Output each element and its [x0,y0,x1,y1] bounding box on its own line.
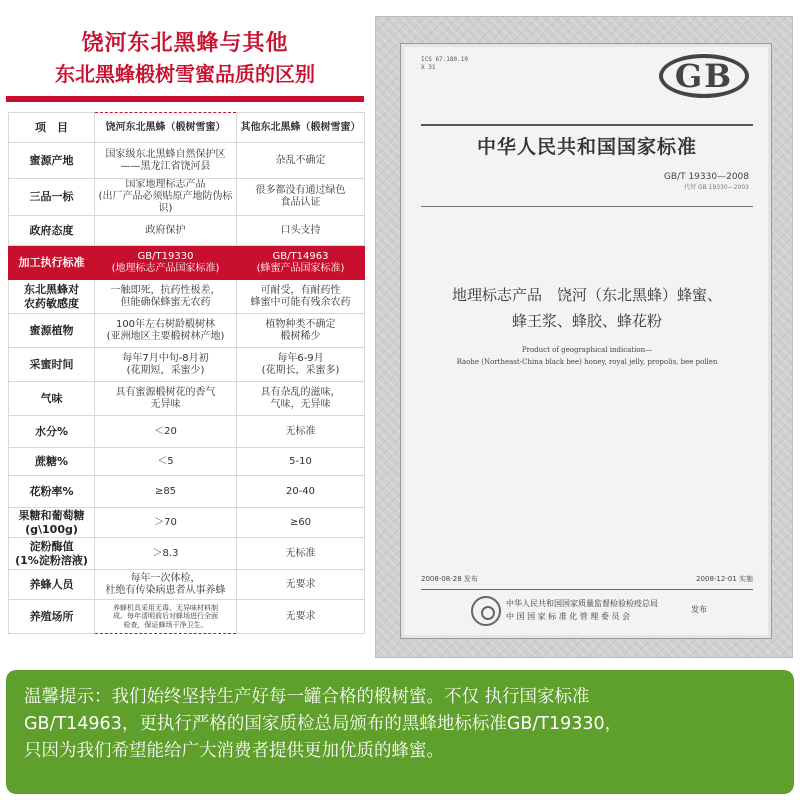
other-value: 很多都没有通过绿色 食品认证 [237,179,365,216]
row-label: 气味 [9,382,95,416]
page-subtitle: 东北黑蜂椴树雪蜜品质的区别 [55,62,315,86]
row-label: 养蜂人员 [9,570,95,600]
row-label: 水分% [9,416,95,448]
row-label: 蜜源植物 [9,314,95,348]
table-row [9,476,365,508]
raohe-value: 一触即死，抗药性极差， 但能确保蜂蜜无农药 [95,280,237,314]
tip-line: GB/T14963，更执行严格的国家质检总局颁布的黑蜂地标标准GB/T19330， [24,714,623,734]
other-value: 20-40 [237,476,365,508]
table-row [9,508,365,538]
other-value: 无要求 [237,600,365,634]
tip-line: 温馨提示：我们始终坚持生产好每一罐合格的椴树蜜。不仅 执行国家标准 [24,687,590,707]
table-row [9,246,365,280]
divider [421,206,753,207]
other-value: GB/T14963 (蜂蜜产品国家标准) [237,246,365,280]
comparison-table [8,112,365,634]
row-label: 果糖和葡萄糖 (g\100g) [9,508,95,538]
table-row [9,216,365,246]
other-value: 5-10 [237,448,365,476]
header-raohe: 饶河东北黑蜂（椴树雪蜜） [95,113,237,143]
row-label: 加工执行标准 [9,246,95,280]
row-label: 淀粉酶值 (1%淀粉溶液) [9,538,95,570]
table-row [9,538,365,570]
raohe-value: 每年7月中旬-8月初 (花期短，采蜜少) [95,348,237,382]
raohe-value: 国家级东北黑蜂自然保护区 ——黑龙江省饶河县 [95,143,237,179]
raohe-value: 政府保护 [95,216,237,246]
standard-code: GB/T 19330—2008 代替 GB 19330—2003 [663,172,749,191]
table-row [9,314,365,348]
row-label: 东北黑蜂对 农药敏感度 [9,280,95,314]
standard-certificate-image [375,16,793,658]
standard-dates [421,574,753,588]
raohe-value: 100年左右树龄椴树林 (亚洲地区主要椴树林产地) [95,314,237,348]
table-row [9,570,365,600]
divider [421,124,753,126]
page-title: 饶河东北黑蜂与其他 [81,30,289,56]
tip-line: 只因为我们希望能给广大消费者提供更加优质的蜂蜜。 [24,741,444,761]
row-label: 养殖场所 [9,600,95,634]
tip-banner [6,670,794,794]
row-label: 政府态度 [9,216,95,246]
other-value: 无标准 [237,538,365,570]
standard-title-cn: 地理标志产品 饶河（东北黑蜂）蜂蜜、 蜂王浆、蜂胶、蜂花粉 [451,286,722,330]
raohe-value: ＜20 [95,416,237,448]
effective-date: 2008-12-01 实施 [696,575,753,583]
seal-icon [471,596,501,626]
row-label: 花粉率% [9,476,95,508]
table-header-row [9,113,365,143]
raohe-value: GB/T19330 (地理标志产品国家标准) [95,246,237,280]
certificate-sheet [400,43,772,639]
other-value: 植物种类不确定 椴树稀少 [237,314,365,348]
table-row [9,600,365,634]
table-row [9,416,365,448]
table-row [9,143,365,179]
table-row [9,280,365,314]
raohe-value: ＞8.3 [95,538,237,570]
raohe-value: ≥85 [95,476,237,508]
other-value: 每年6-9月 (花期长，采蜜多) [237,348,365,382]
issue-tag: 发布 [691,605,707,614]
other-value: 杂乱不确定 [237,143,365,179]
table-row [9,382,365,416]
ics-code: ICS 67.180.10 X 31 [421,56,468,71]
other-value: 可耐受，有耐药性 蜂蜜中可能有残余农药 [237,280,365,314]
standard-title-en: Product of geographical indication— Raohe (Northeast-China black bee) honey, royal jelly, propolis, bee pollen [456,346,718,366]
raohe-value: ＜5 [95,448,237,476]
raohe-value: 具有蜜源椴树花的香气 无异味 [95,382,237,416]
other-value: 无要求 [237,570,365,600]
other-value: ≥60 [237,508,365,538]
raohe-value: 国家地理标志产品 (出厂产品必须贴原产地防伪标识) [95,179,237,216]
standard-name: 中华人民共和国国家标准 [476,136,697,158]
title-divider [6,96,364,102]
other-value: 无标准 [237,416,365,448]
header-item: 项 目 [9,113,95,143]
gb-logo: GB [659,54,749,98]
raohe-value: ＞70 [95,508,237,538]
header-other: 其他东北黑蜂（椴树雪蜜） [237,113,365,143]
row-label: 蜜源产地 [9,143,95,179]
raohe-value: 养蜂机具采用无毒、无异味材料制 成。每年清明前后对蜂场进行全面 检查，保证蜂场干净卫生。 [95,600,237,634]
comparison-panel [0,0,370,660]
other-value: 口头支持 [237,216,365,246]
other-value: 具有杂乱的滋味， 气味，无异味 [237,382,365,416]
issuing-authorities: 中华人民共和国国家质量监督检验检疫总局 中 国 国 家 标 准 化 管 理 委 员 会 [506,599,658,621]
row-label: 采蜜时间 [9,348,95,382]
publish-date: 2008-08-28 发布 [421,575,478,583]
row-label: 蔗糖% [9,448,95,476]
table-row [9,448,365,476]
table-row [9,348,365,382]
raohe-value: 每年一次体检， 杜绝有传染病患者从事养蜂 [95,570,237,600]
divider [421,589,753,590]
table-row [9,179,365,216]
row-label: 三品一标 [9,179,95,216]
